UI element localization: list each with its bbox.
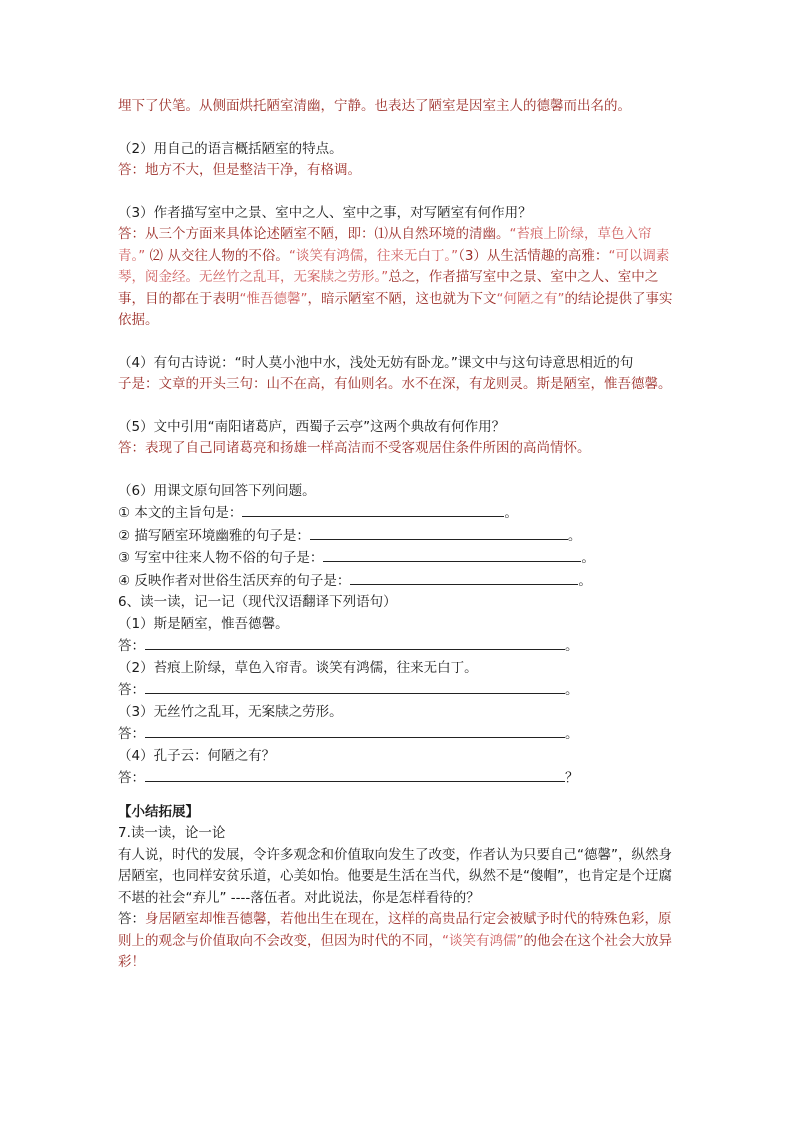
- s6-prompt-4: （4）孔子云：何陋之有？: [118, 747, 276, 764]
- s6-answer-2: 答： 。: [118, 679, 678, 702]
- q2-question: （2）用自己的语言概括陋室的特点。: [118, 140, 343, 157]
- q5-question: （5）文中引用“南阳诸葛庐，西蜀子云亭”这两个典故有何作用？: [118, 418, 506, 435]
- summary-subtitle: 7.读一读，论一论: [118, 825, 226, 841]
- q4-answer: 子是：文章的开头三句：山不在高，有仙则名。水不在深，有龙则灵。斯是陋室，惟吾德馨。: [118, 376, 672, 392]
- summary-answer-quote: “谈笑有鸿儒”: [442, 932, 524, 949]
- q2-answer: 答：地方不大，但是整洁干净，有格调。: [118, 162, 361, 178]
- s6-answer-1: 答： 。: [118, 635, 678, 658]
- q3-quote-1: “苔痕上阶绿，草色入帘青。”: [118, 226, 652, 264]
- q3-quote-4: “惟吾德馨”: [239, 290, 308, 307]
- answer-blank[interactable]: [145, 767, 565, 782]
- q3-question: （3）作者描写室中之景、室中之人、室中之事，对写陋室有何作用？: [118, 204, 532, 221]
- summary-heading: 【小结拓展】: [118, 803, 199, 820]
- s6-answer-3: 答： 。: [118, 723, 678, 746]
- summary-answer: 答：身居陋室却惟吾德馨，若他出生在现在，这样的高贵品行定会被赋予时代的特殊色彩，原则上的观念与价值取向不会改变，但因为时代的不同，“谈笑有鸿儒”的他会在这个社会大放异彩！: [118, 911, 672, 970]
- answer-blank[interactable]: [310, 525, 568, 540]
- s6-prompt-2: （2）苔痕上阶绿，草色入帘青。谈笑有鸿儒，往来无白丁。: [118, 659, 478, 676]
- q4-question: （4）有句古诗说：“时人莫小池中水，浅处无妨有卧龙。”课文中与这句诗意思相近的句: [118, 354, 634, 371]
- s6-answer-4: 答： ？: [118, 767, 678, 790]
- summary-prompt: 有人说，时代的发展，令许多观念和价值取向发生了改变，作者认为只要自己“德馨”，纵然身居陋室，也同样安贫乐道，心美如怡。他要是生活在当代，纵然不是“傻帽”，也肯定是个迂腐不堪的社会“弃儿” ----落伍者。对此说法，你是怎样看待的？: [118, 846, 672, 906]
- q3-quote-5: “何陋之有”: [496, 290, 565, 307]
- q6-item-1: ① 本文的主旨句是： 。: [118, 502, 678, 525]
- s6-prompt-3: （3）无丝竹之乱耳，无案牍之劳形。: [118, 703, 343, 720]
- document-page: [118, 96, 678, 974]
- section6-title: 6、读一读，记一记（现代汉语翻译下列语句）: [118, 594, 397, 610]
- q6-item-2: ② 描写陋室环境幽雅的句子是： 。: [118, 525, 678, 548]
- q3-quote-2: “谈笑有鸿儒，往来无白丁。”: [288, 247, 459, 264]
- q6-item-4: ④ 反映作者对世俗生活厌弃的句子是： 。: [118, 570, 678, 593]
- answer-blank[interactable]: [242, 502, 504, 517]
- q3-answer: 答：从三个方面来具体论述陋室不陋，即：⑴从自然环境的清幽。“苔痕上阶绿，草色入帘青。” ⑵ 从交往人物的不俗。“谈笑有鸿儒，往来无白丁。”（3）从生活情趣的高雅：“可以调素琴，阅金经。无丝竹之乱耳，无案牍之劳形。”总之，作者描写室中之景、室中之人、室中之事，目的都在于表明“惟吾德馨”，暗示陋室不陋，这也就为下文“何陋之有”的结论提供了事实依据。: [118, 226, 673, 328]
- q5-answer: 答：表现了自己同诸葛亮和扬雄一样高洁而不受客观居住条件所困的高尚情怀。: [118, 440, 591, 456]
- q3-quote-3: “可以调素琴，阅金经。无丝竹之乱耳，无案牍之劳形。”: [118, 247, 670, 285]
- q6-question: （6）用课文原句回答下列问题。: [118, 482, 316, 499]
- answer-blank[interactable]: [323, 547, 581, 562]
- answer-blank[interactable]: [145, 679, 565, 694]
- answer-blank[interactable]: [350, 570, 578, 585]
- s6-prompt-1: （1）斯是陋室，惟吾德馨。: [118, 615, 289, 632]
- answer-blank[interactable]: [145, 723, 565, 738]
- q6-item-3: ③ 写室中往来人物不俗的句子是： 。: [118, 547, 678, 570]
- answer-blank[interactable]: [145, 635, 565, 650]
- intro-line: 埋下了伏笔。从侧面烘托陋室清幽，宁静。也表达了陋室是因室主人的德馨而出名的。: [118, 98, 631, 114]
